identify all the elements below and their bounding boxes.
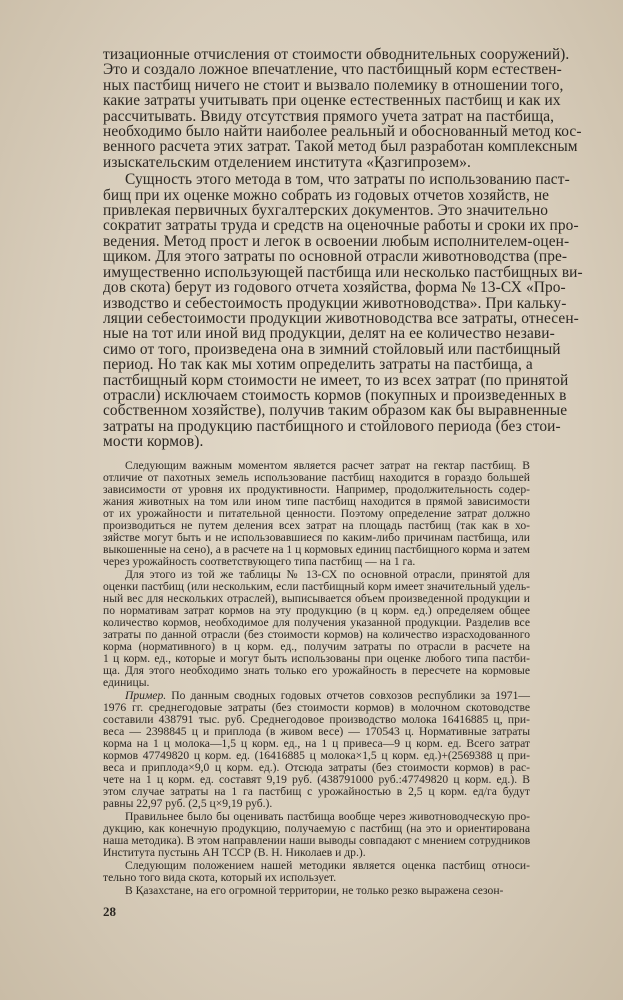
text-line: собственном хозяйстве), получив таким образом как бы выравненные xyxy=(103,402,568,420)
text-line: дукцию, как конечную продукцию, получаемую с пастбищ (на это и ориентирована xyxy=(103,821,530,835)
text-line: В Қазахстане, на его огромной территории, не только резко выражена сезон- xyxy=(125,883,504,897)
text-line: этом случае затраты на 1 га пастбищ с урожайностью в 2,5 ц корм. ед/га будут xyxy=(103,784,530,798)
text-line xyxy=(103,690,530,702)
text-line: корма (нормативного) в ц корм. ед., получим затраты по отрасли в расчете на xyxy=(103,639,530,653)
text-line: мости кормов). xyxy=(103,433,204,451)
text-line: производиться не путем деления всех затрат на площадь пастбищ (так как в хо- xyxy=(103,518,530,532)
text-line: через урожайность соответствующего типа пастбищ — на 1 га. xyxy=(103,554,416,568)
text-line: рассчитывать. Ввиду отсутствия прямого учета затрат на пастбища, xyxy=(103,107,555,125)
paragraph-livestock-evaluation xyxy=(103,811,530,859)
document-page xyxy=(103,46,583,897)
text-line: ных пастбищ ничего не стоит и вызвало полемику в отношении того, xyxy=(103,76,564,94)
text-line: кормов 47749820 ц корм. ед. (16416885 ц молока×1,5 ц корм. ед.)+(2569388 ц при- xyxy=(103,748,530,762)
text-line-rest: По данным сводных годовых отчетов совхозов республики за 1971— xyxy=(166,688,530,702)
text-line: тельно того вида скота, который их использует. xyxy=(103,870,337,884)
text-line: симо от того, произведена она в зимний стойловый или пастбищный xyxy=(103,340,561,358)
text-line: выкошенные на сено), а в расчете на 1 ц кормовых единиц пастбищного корма и затем xyxy=(103,542,530,556)
text-line: веса и приплода×9,0 ц корм. ед.). Отсюда затраты (без стоимости кормов) в рас- xyxy=(103,760,530,774)
text-line: Института пустынь АН ТССР (В. Н. Николаев и др.). xyxy=(103,845,366,859)
text-line: жания животных на том или ином типе пастбищ находится в прямой зависимости xyxy=(103,494,530,508)
text-line: затраты на продукцию пастбищного и стойлового периода (без стои- xyxy=(103,417,561,435)
text-line: зависимости от уровня их продуктивности. Например, продолжительность содер- xyxy=(103,482,530,496)
text-line: Сущность этого метода в том, что затраты по использованию паст- xyxy=(125,171,570,189)
text-line: по нормативам затрат кормов на эту продукцию (в ц корм. ед.) определяем общее xyxy=(103,603,530,617)
text-line: 1976 гг. среднегодовые затраты (без стоимости кормов) в молочном скотоводстве xyxy=(103,700,530,714)
text-line: затраты по данной отрасли (без стоимости кормов) на количество израсходованного xyxy=(103,627,530,641)
text-line: ведения. Метод прост и легок в освоении любым исполнителем-оцен- xyxy=(103,232,570,250)
text-line: Правильнее было бы оценивать пастбища вообще через животноводческую про- xyxy=(125,809,530,823)
text-line: отличие от пахотных земель использование пастбищ находится в гораздо большей xyxy=(103,470,530,484)
text-line: зяйстве могут быть и не использовавшиеся по каким-либо причинам пастбища, или xyxy=(103,530,530,544)
paragraph-example xyxy=(103,690,530,810)
text-line: отрасли) исключаем стоимость кормов (покупных и произведенных в xyxy=(103,386,567,404)
text-line: 1 ц корм. ед., которые и могут быть использованы при оценке любого типа пастби- xyxy=(103,651,530,665)
paragraph-method-essence xyxy=(103,171,583,451)
paragraph-intro-continuation xyxy=(103,46,582,171)
text-line: Следующим положением нашей методики является оценка пастбищ относи- xyxy=(125,858,530,872)
paragraph-table-procedure xyxy=(103,569,530,689)
text-line: ща. Для этого необходимо знать только его урожайность в пересчете на кормовые xyxy=(103,663,530,677)
text-line: венного расчета этих затрат. Такой метод был разработан комплексным xyxy=(103,138,578,156)
text-line: бищ при их оценке можно собрать из годовых отчетов хозяйств, не xyxy=(103,186,550,204)
text-line: оценки пастбищ (или нескольким, если пастбищный корм имеет значительный удель- xyxy=(103,579,530,593)
text-line: ный вес для нескольких отраслей), выписывается объем произведенной продукции и xyxy=(103,591,530,605)
text-line: период. Но так как мы хотим определить затраты на пастбища, а xyxy=(103,356,533,374)
text-line: ные на тот или иной вид продукции, делят на ее количество незави- xyxy=(103,325,555,343)
text-line: имущественно использующей пастбища или несколько пастбищных ви- xyxy=(103,263,583,281)
paragraph-livestock-type xyxy=(103,860,530,884)
text-line: сократит затраты труда и средств на оценочные работы и сроки их про- xyxy=(103,217,579,235)
text-line: изыскательским отделением института «Қазгипрозем». xyxy=(103,153,471,171)
text-line: ляции себестоимости продукции животноводства все затраты, отнесен- xyxy=(103,309,579,327)
text-line: Это и создало ложное впечатление, что пастбищный корм естествен- xyxy=(103,61,562,79)
text-line: какие затраты учитывать при оценке естественных пастбищ и как их xyxy=(103,92,561,110)
paragraph-kazakhstan xyxy=(103,885,530,897)
text-line: от их урожайности и питательной ценности. Поэтому определение затрат должно xyxy=(103,506,530,520)
text-line: корма на 1 ц молока—1,5 ц корм. ед., на 1 ц привеса—9 ц корм. ед. Всего затрат xyxy=(103,736,530,750)
example-label: Пример. xyxy=(125,688,167,702)
text-line: чете на 1 ц корм. ед. составят 9,19 руб. (438791000 руб.:47749820 ц корм. ед.). В xyxy=(103,772,530,786)
text-line: Для этого из той же таблицы № 13-СХ по основной отрасли, принятой для xyxy=(125,567,530,581)
text-line: изводство и себестоимость продукции животноводства». При кальку- xyxy=(103,294,567,312)
text-line: привлекая первичных бухгалтерских документов. Это значительно xyxy=(103,202,549,220)
text-line: щиком. Для этого затраты по основной отрасли животноводства (пре- xyxy=(103,248,568,266)
text-line: наша методика). В этом направлении наши выводы совпадают с мнением сотрудников xyxy=(103,833,531,847)
page-number: 28 xyxy=(103,904,116,919)
text-line: количество кормов, необходимое для получения указанной продукции. Разделив все xyxy=(103,615,530,629)
paragraph-hectare-cost xyxy=(103,460,530,568)
text-line: равны 22,97 руб. (2,5 ц×9,19 руб.). xyxy=(103,796,273,810)
text-line: пастбищный корм стоимости не имеет, то из всех затрат (по принятой xyxy=(103,371,569,389)
text-line: дов скота) берут из годового отчета хозяйства, форма № 13-СХ «Про- xyxy=(103,279,566,297)
text-line: веса — 2398845 ц и приплода (в живом весе) — 170543 ц. Нормативные затраты xyxy=(103,724,530,738)
text-line: единицы. xyxy=(103,675,150,689)
text-line: необходимо было найти наиболее реальный и обоснованный метод кос- xyxy=(103,123,582,141)
text-line: составили 438791 тыс. руб. Среднегодовое производство молока 16416885 ц, при- xyxy=(103,712,530,726)
text-line: тизационные отчисления от стоимости обводнительных сооружений). xyxy=(103,46,570,63)
text-line: Следующим важным моментом является расчет затрат на гектар пастбищ. В xyxy=(125,458,530,472)
